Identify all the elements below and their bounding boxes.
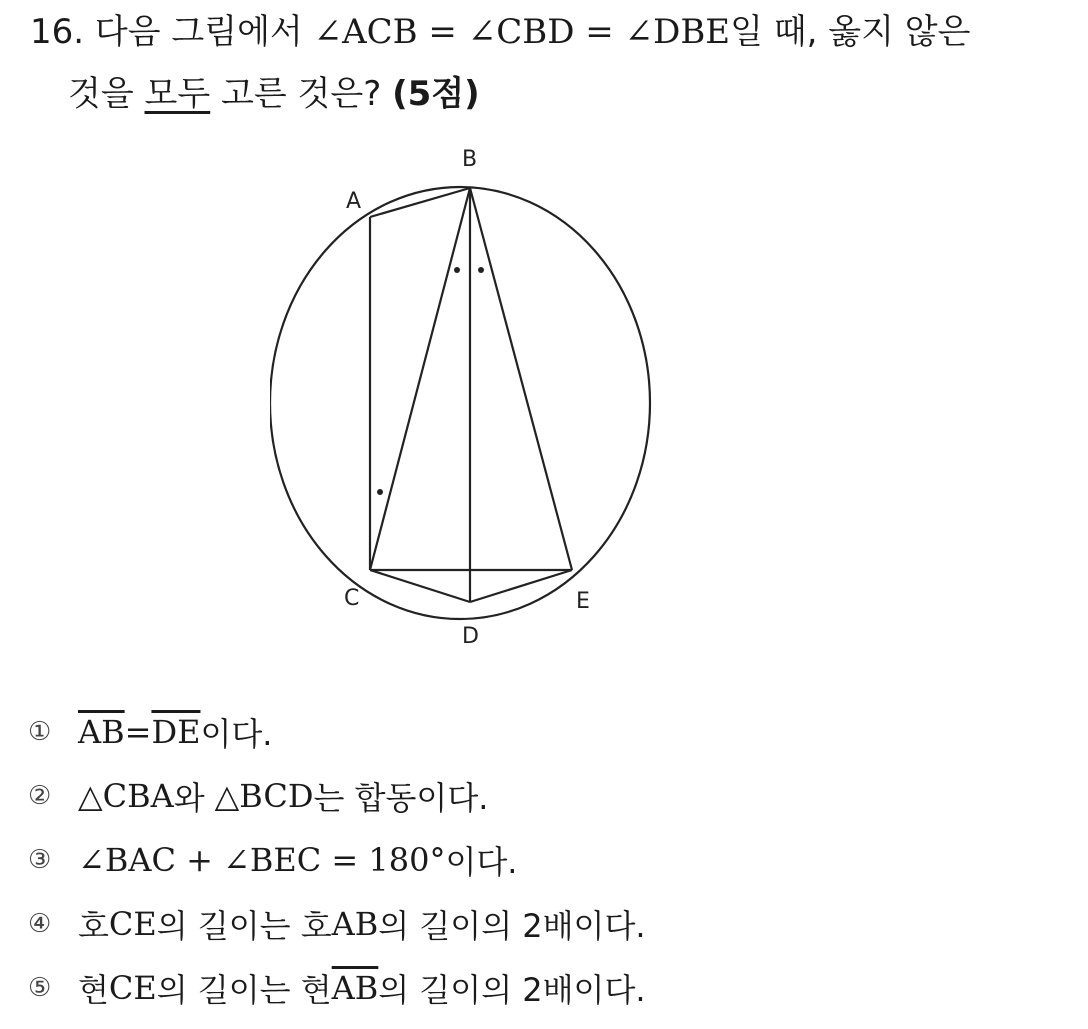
choice-3[interactable] — [28, 828, 646, 892]
segment-de — [470, 570, 572, 602]
angle-condition: ∠ACB = ∠CBD = ∠DBE — [313, 12, 731, 52]
choice-text: 의 길이의 2배이다. — [378, 971, 646, 1009]
point-label-d: D — [462, 624, 479, 649]
chord-ce: CE — [108, 969, 157, 1007]
equals-sign: = — [124, 713, 152, 751]
arc-de: $\overline{DE}$ — [151, 713, 201, 751]
angle-sum: ∠BAC + ∠BEC = 180° — [78, 841, 446, 879]
emphasis-all: 모두 — [144, 74, 211, 114]
angle-mark-dbe — [478, 267, 484, 273]
question-line-1 — [30, 10, 970, 54]
question-mid: 일 때, 옳지 않은 — [730, 12, 971, 52]
point-label-c: C — [344, 586, 360, 611]
choice-text: 의 길이의 2배이다. — [378, 907, 646, 945]
choice-5[interactable] — [28, 956, 646, 1020]
choice-1[interactable] — [28, 700, 646, 764]
point-label-a: A — [346, 189, 362, 214]
arc-ce: CE — [108, 905, 157, 943]
circle — [270, 187, 650, 619]
question-line-2 — [68, 72, 480, 116]
choice-text: 이다. — [445, 843, 518, 881]
choice-text: 는 합동이다. — [313, 779, 489, 817]
choice-4[interactable] — [28, 892, 646, 956]
choice-number: ③ — [28, 845, 52, 875]
choice-text: 현 — [78, 971, 109, 1009]
choice-list — [28, 700, 646, 1020]
point-label-b: B — [462, 147, 478, 172]
segment-be — [470, 188, 572, 570]
circle-figure — [270, 140, 690, 660]
choice-number: ④ — [28, 909, 52, 939]
question-number: 16. — [30, 12, 85, 52]
triangle-cba: △CBA — [78, 777, 174, 815]
choice-text: 와 — [173, 779, 205, 817]
choice-number: ② — [28, 781, 52, 811]
choice-number: ① — [28, 717, 52, 747]
choice-2[interactable] — [28, 764, 646, 828]
choice-number: ⑤ — [28, 973, 52, 1003]
arc-ab-ref: AB — [331, 905, 379, 943]
triangle-bcd: △BCD — [214, 777, 314, 815]
segment-bc — [370, 188, 470, 570]
choice-text: 의 길이는 호 — [156, 907, 332, 945]
point-label-e: E — [576, 589, 590, 614]
question-points: (5점) — [392, 74, 480, 114]
question-line2-a: 것을 — [68, 74, 134, 114]
segment-cd — [370, 570, 470, 602]
angle-mark-cbd — [454, 267, 460, 273]
arc-ab: $\overline{AB}$ — [78, 713, 125, 751]
choice-text: 의 길이는 현 — [156, 971, 332, 1009]
choice-text: 이다. — [200, 715, 273, 753]
question-intro: 다음 그림에서 — [94, 12, 303, 52]
chord-ab: $\overline{AB}$ — [331, 969, 379, 1007]
angle-mark-acb — [377, 489, 383, 495]
question-line2-b: 고른 것은? — [221, 74, 382, 114]
choice-text: 호 — [78, 907, 109, 945]
